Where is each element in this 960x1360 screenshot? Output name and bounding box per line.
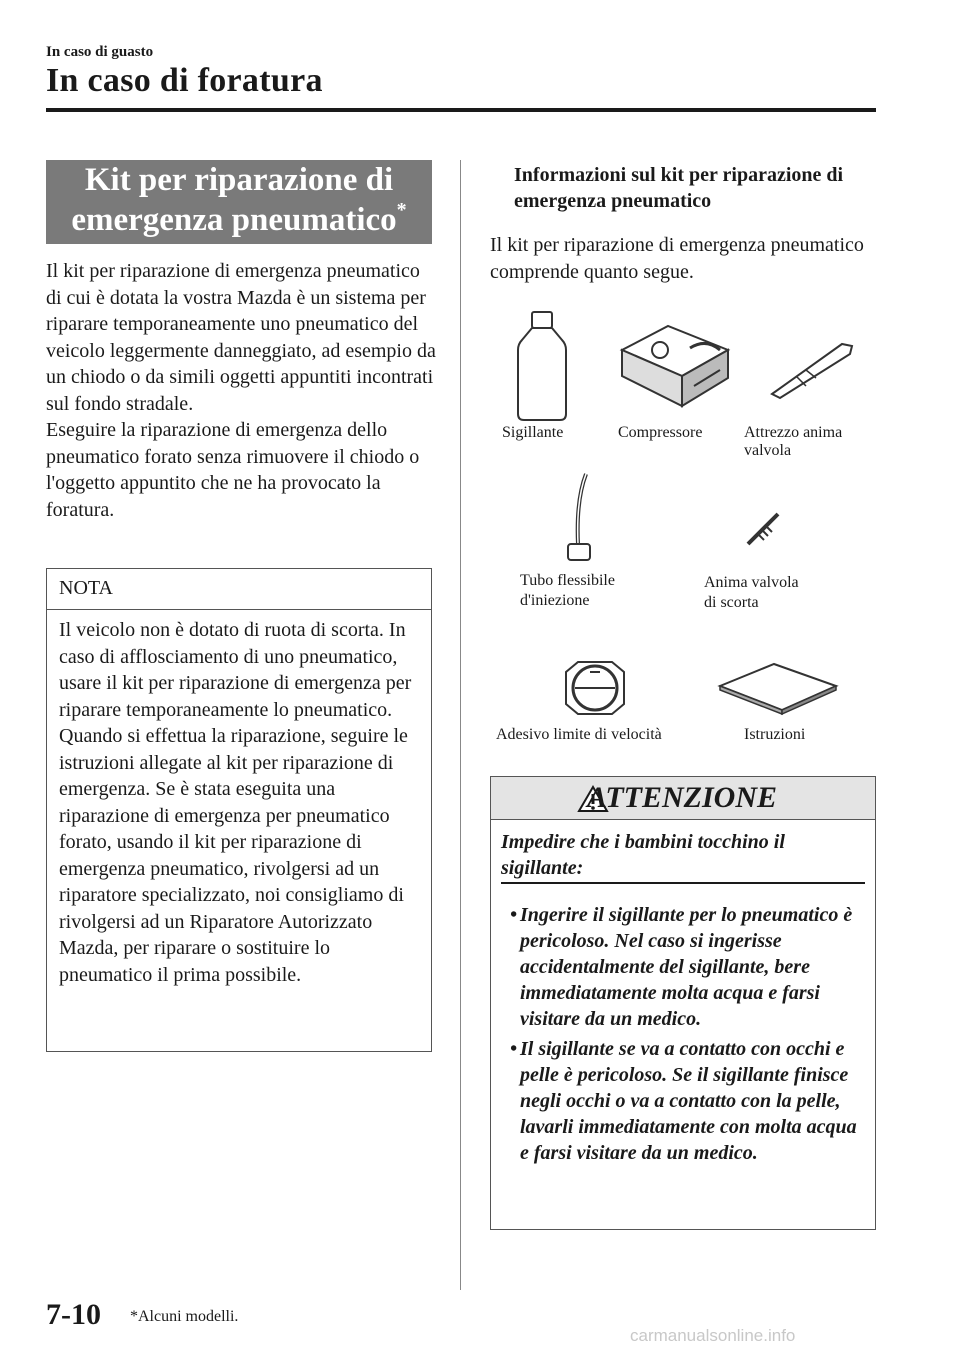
intro-text (46, 258, 436, 523)
bullet-marker: • (509, 904, 517, 926)
label-hose-2: d'iniezione (520, 592, 590, 609)
warning-bullet-1 (501, 902, 865, 1032)
footnote: *Alcuni modelli. (130, 1308, 239, 1325)
label-speed-sticker: Adesivo limite di velocità (496, 726, 662, 743)
header-rule (46, 108, 876, 112)
section-title-box (46, 160, 432, 244)
valve-core-tool-illustration (766, 336, 858, 400)
page-number: 7-10 (46, 1298, 101, 1331)
warning-text (501, 829, 865, 1166)
intro-paragraph-2: Eseguire la riparazione di emergenza dello pneumatico forato senza rimuovere il chiodo o l'oggetto appuntito che ne ha provocato la foratura. (46, 419, 420, 521)
section-label: In caso di guasto (46, 44, 154, 60)
label-instructions: Istruzioni (744, 726, 806, 743)
speed-limit-sticker-illustration (560, 656, 630, 720)
instructions-booklet-illustration (714, 660, 842, 716)
warning-subtitle: Impedire che i bambini tocchino il sigillante: (501, 829, 865, 884)
label-valve-tool-1: Attrezzo anima (744, 424, 843, 441)
label-spare-core-2: di scorta (704, 594, 759, 611)
note-box (46, 568, 432, 1052)
warning-bullet-2 (501, 1036, 865, 1166)
watermark: carmanualsonline.info (630, 1326, 796, 1345)
warning-header (491, 777, 875, 820)
compressor-illustration (616, 320, 732, 416)
label-sealant: Sigillante (502, 424, 564, 441)
section-title-line1: Kit per riparazione di (84, 162, 394, 198)
kit-info-intro: Il kit per riparazione di emergenza pneumatico comprende quanto segue. (490, 234, 864, 283)
note-heading: NOTA (59, 577, 113, 599)
intro-paragraph-1: Il kit per riparazione di emergenza pneumatico di cui è dotata la vostra Mazda è un sistema per riparare temporaneamente uno pneumatico del veicolo leggermente danneggiato, ad esempio da un chiodo o da simili oggetti appuntiti incontrati sul fondo stradale. (46, 260, 436, 415)
page-title: In caso di foratura (46, 62, 323, 99)
label-spare-core-1: Anima valvola (704, 574, 799, 591)
kit-info-heading: Informazioni sul kit per riparazione di emergenza pneumatico (514, 164, 844, 212)
sealant-bottle-illustration (512, 310, 572, 422)
warning-box (490, 776, 876, 1230)
warning-bullet-text-1: Ingerire il sigillante per lo pneumatico è pericoloso. Nel caso si ingerisse accidentalmente del sigillante, bere immediatamente molta acqua e farsi visitare da un medico. (520, 904, 853, 1030)
note-text: Il veicolo non è dotato di ruota di scorta. In caso di afflosciamento di uno pneumatico, usare il kit per riparazione di emergenza per riparare temporaneamente lo pneumatico. Quando si effettua la riparazione, seguire le istruzioni allegate al kit per riparazione di emergenza. Se è stata eseguita una riparazione di emergenza per pneumatico forato, usando il kit per riparazione di emergenza pneumatico, rivolgersi ad un riparatore specializzato, noi consigliamo di rivolgersi ad un Riparatore Autorizzato Mazda, per riparare o sostituire lo pneumatico il prima possibile. (59, 619, 412, 986)
footnote-marker: * (396, 199, 407, 221)
spare-valve-core-illustration (744, 508, 784, 548)
warning-title: ATTENZIONE (587, 781, 778, 814)
injection-hose-illustration (560, 470, 600, 566)
label-hose-1: Tubo flessibile (520, 572, 615, 589)
column-divider (460, 160, 461, 1290)
warning-bullet-text-2: Il sigillante se va a contatto con occhi e pelle è pericoloso. Se il sigillante finisce negli occhi o va a contatto con la pelle, lavarli immediatamente con molta acqua e farsi visitare da un medico. (520, 1038, 857, 1164)
section-title-line2: emergenza pneumatico* (71, 199, 407, 238)
label-compressor: Compressore (618, 424, 703, 441)
label-valve-tool-2: valvola (744, 442, 792, 459)
note-header (47, 569, 431, 610)
bullet-marker: • (509, 1038, 517, 1060)
